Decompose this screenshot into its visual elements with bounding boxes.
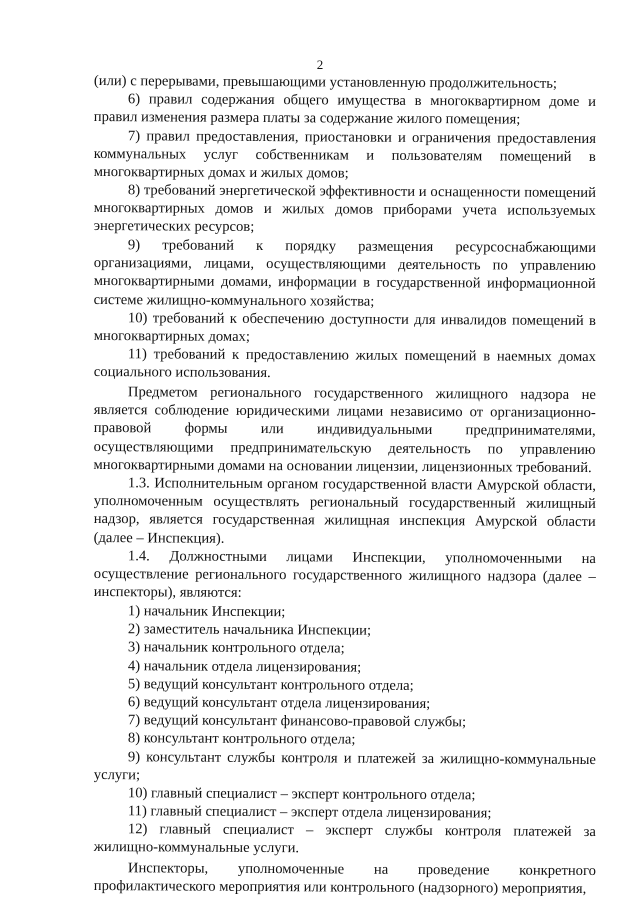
document-body xyxy=(94,72,596,895)
official-list-item: 5) ведущий консультант контрольного отдела; xyxy=(127,675,414,694)
paragraph-item-8: 8) требований энергетической эффективности и оснащенности помещений многоквартирных домов и жилых домов приборами учета используемых энергетических ресурсов; xyxy=(93,182,596,236)
paragraph-item-9: 9) требований к порядку размещения ресурсоснабжающими организациями, лицами, осуществляющими деятельность по управлению многоквартирными домами, информации в государственной информационной системе жилищно-коммунального хозяйства; xyxy=(93,237,596,310)
paragraph-subject: Предметом регионального государственного жилищного надзора не является соблюдение юридическими лицами независимо от организационно-правовой формы или индивидуальными предпринимателями, осуществляющими предпринимательскую деятельность по управлению многоквартирными домами на основании лицензии, лицензионных требований. xyxy=(93,384,596,477)
paragraph-item-10: 10) требований к обеспечению доступности для инвалидов помещений в многоквартирных домах; xyxy=(93,309,596,345)
paragraph-1-3: 1.3. Исполнительным органом государственной власти Амурской области, уполномоченным осуществлять региональный государственный жилищный надзор, является государственная жилищная инспекция Амурской области (далее – Инспекция). xyxy=(93,475,596,547)
official-list-item: 12) главный специалист – эксперт службы контроля платежей за жилищно-коммунальные услуги. xyxy=(93,821,596,857)
paragraph-item-7: 7) правил предоставления, приостановки и ограничения предоставления коммунальных услуг собственникам и пользователям помещений в многоквартирных домах и жилых домов; xyxy=(93,127,596,182)
official-list-item: 3) начальник контрольного отдела; xyxy=(127,639,345,657)
official-list-item: 11) главный специалист – эксперт отдела лицензирования; xyxy=(127,803,492,822)
paragraph-item-6: 6) правил содержания общего имущества в многоквартирном доме и правил изменения размера платы за содержание жилого помещения; xyxy=(93,91,596,129)
official-list-item: 6) ведущий консультант отдела лицензирования; xyxy=(127,694,431,712)
paragraph-inspectors: Инспекторы, уполномоченные на проведение конкретного профилактического мероприятия или контрольного (надзорного) мероприятия, xyxy=(93,859,596,897)
official-list-item: 7) ведущий консультант финансово-правовой службы; xyxy=(127,712,467,731)
official-list-item: 4) начальник отдела лицензирования; xyxy=(127,657,362,676)
paragraph-item-11: 11) требований к предоставлению жилых помещений в наемных домах социального использования. xyxy=(93,346,596,382)
page-number: 2 xyxy=(316,57,324,72)
official-list-item: 2) заместитель начальника Инспекции; xyxy=(127,621,372,639)
paragraph-continuation: (или) с перерывами, превышающими установленную продолжительность; xyxy=(93,72,558,92)
official-list-item: 10) главный специалист – эксперт контрольного отдела; xyxy=(127,785,476,804)
paragraph-1-4: 1.4. Должностными лицами Инспекции, уполномоченными на осуществление регионального государственного жилищного надзора (далее – инспекторы), являются: xyxy=(93,548,596,602)
official-list-item: 9) консультант службы контроля и платежей за жилищно-коммунальные услуги; xyxy=(93,748,596,784)
official-list-item: 1) начальник Инспекции; xyxy=(127,603,286,621)
official-list-item: 8) консультант контрольного отдела; xyxy=(127,730,356,748)
